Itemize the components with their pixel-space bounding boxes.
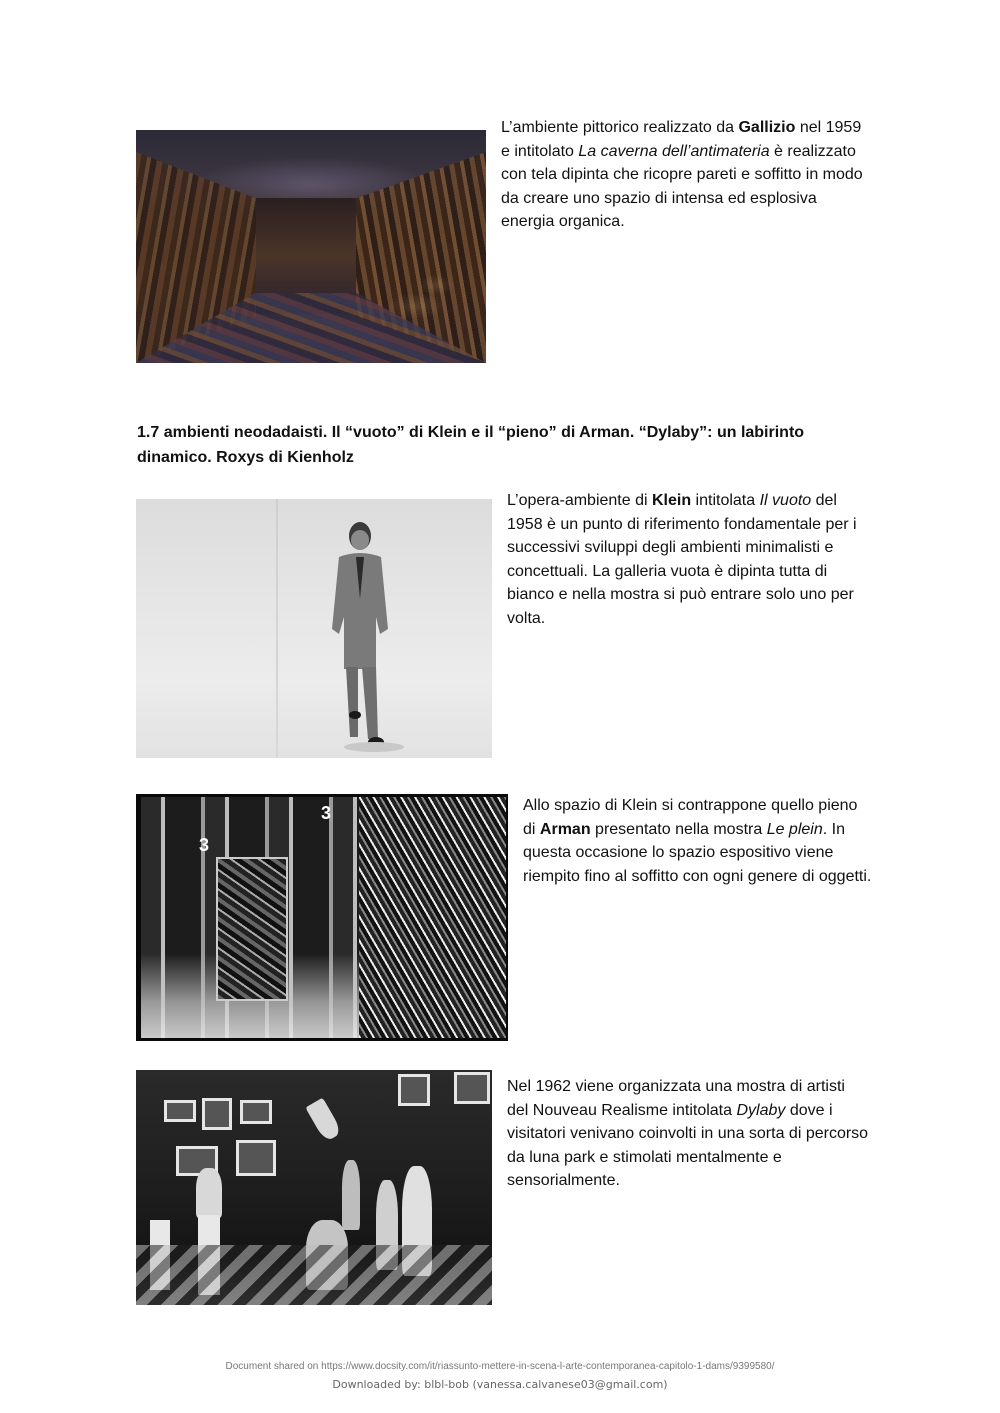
section-heading: 1.7 ambienti neodadaisti. Il “vuoto” di Klein e il “pieno” di Arman. “Dylaby”: un labirinto dinamico. Roxys di Kienholz xyxy=(137,424,805,466)
wall-frame xyxy=(398,1074,430,1106)
text-run: nel 1959 e intitolato xyxy=(501,119,862,160)
gallizio-cave-photo xyxy=(136,130,486,363)
gallery-storefront xyxy=(141,797,363,1038)
text-run: . In questa occasione lo spazio espositivo viene riempito fino al soffitto con ogni genere di oggetti. xyxy=(523,820,872,885)
klein-figure xyxy=(136,499,492,758)
visitor xyxy=(342,1160,360,1230)
artist-name-klein: Klein xyxy=(651,492,692,509)
footer-shared-notice: Document shared on https://www.docsity.com/it/riassunto-mettere-in-scena-l-arte-contemporanea-capitolo-1-dams/9399580/ xyxy=(225,1361,775,1372)
footer-downloaded-by: Downloaded by: blbl-bob (vanessa.calvanese03@gmail.com) xyxy=(332,1378,668,1391)
checkered-floor xyxy=(136,1245,492,1305)
text-run: presentato nella mostra xyxy=(590,820,767,838)
text-run: intitolata xyxy=(691,492,760,509)
wall-frame xyxy=(202,1098,232,1130)
storefront-window xyxy=(216,857,288,1001)
text-run: dove i visitatori venivano coinvolti in una sorta di percorso da luna park e stimolati mentalmente e sensorialmente. xyxy=(507,1101,869,1189)
work-title-vuoto: Il vuoto xyxy=(759,492,812,509)
arman-le-plein-photo xyxy=(136,794,508,1041)
storefront-number: 3 xyxy=(199,835,210,855)
text-run: è realizzato con tela dipinta che ricopre pareti e soffitto in modo da creare uno spazio di intensa ed esplosiva energia organica. xyxy=(501,142,863,230)
gallizio-paragraph xyxy=(501,116,871,234)
text-run: Nel 1962 viene organizzata una mostra di artisti del Nouveau Realisme intitolata xyxy=(507,1078,845,1119)
artist-name-gallizio: Gallizio xyxy=(738,119,796,136)
klein-paragraph xyxy=(507,489,867,630)
wall-frame xyxy=(240,1100,272,1124)
dylaby-paragraph xyxy=(507,1075,869,1193)
wall-frame xyxy=(236,1140,276,1176)
klein-vuoto-photo xyxy=(136,499,492,758)
work-title-dylaby: Dylaby xyxy=(736,1101,786,1119)
arman-paragraph xyxy=(523,794,873,888)
dylaby-exhibition-photo xyxy=(136,1070,492,1305)
text-run: L’ambiente pittorico realizzato da xyxy=(501,119,739,136)
storefront-number-upper: 3 xyxy=(321,803,332,823)
artist-name-arman: Arman xyxy=(539,820,591,838)
work-title-le-plein: Le plein xyxy=(766,820,823,838)
wall-frame xyxy=(164,1100,196,1122)
text-run: L’opera-ambiente di xyxy=(507,492,652,509)
accumulated-objects xyxy=(359,797,506,1038)
text-run: del 1958 è un punto di riferimento fondamentale per i successivi sviluppi degli ambienti minimalisti e concettuali. La galleria vuota è dipinta tutta di bianco e nella mostra si può entrare solo uno per volta. xyxy=(507,492,857,627)
wall-frame xyxy=(454,1072,490,1104)
text-run: Allo spazio di Klein si contrappone quello pieno di xyxy=(523,797,858,838)
upside-down-figure xyxy=(305,1098,342,1143)
work-title-caverna: La caverna dell’antimateria xyxy=(578,142,770,160)
bust-sculpture xyxy=(196,1168,222,1218)
